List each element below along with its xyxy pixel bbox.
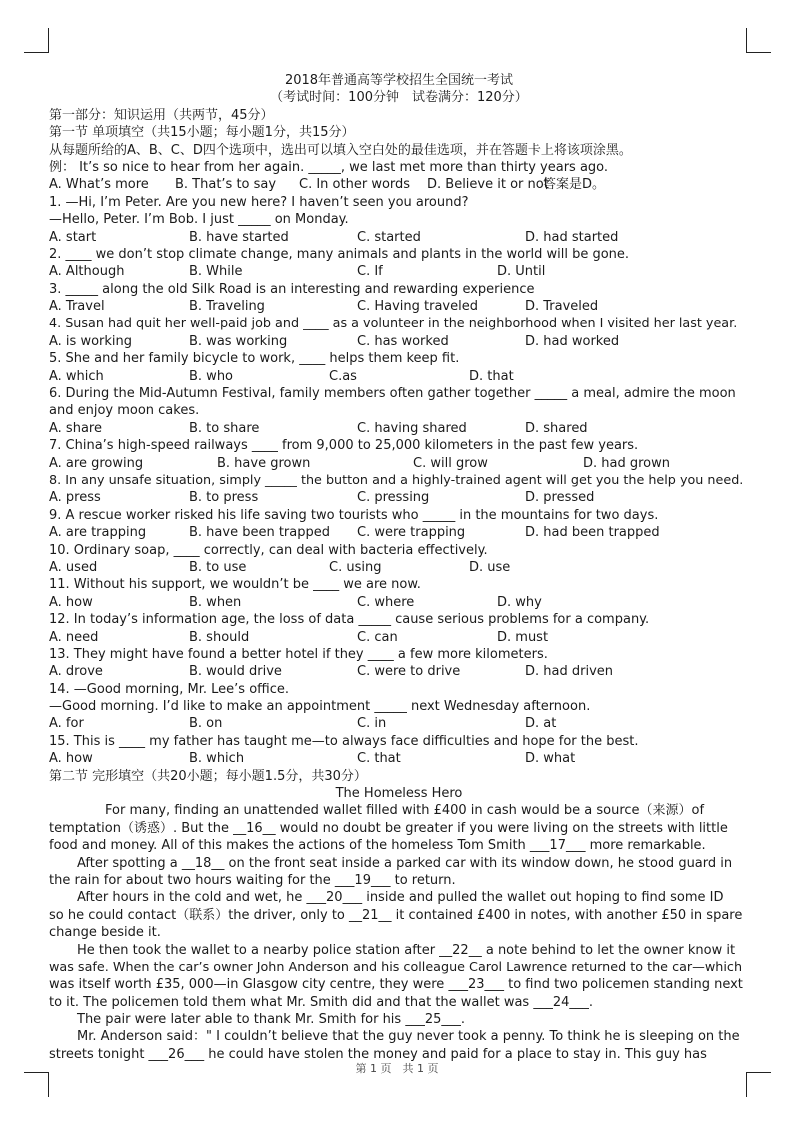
option: D. shared xyxy=(525,420,588,436)
question-options xyxy=(49,629,749,646)
question-stem: 14. —Good morning, Mr. Lee’s office. xyxy=(49,681,289,697)
question-stem: 13. They might have found a better hotel if they ____ a few more kilometers. xyxy=(49,646,548,662)
passage-line: Mr. Anderson said：" I couldn’t believe that the guy never took a penny. To think he is sleeping on the xyxy=(77,1029,740,1045)
question-stem: 1. —Hi, I’m Peter. Are you new here? I haven’t seen you around? xyxy=(49,194,469,210)
question-options xyxy=(49,663,749,680)
part-heading: 第一部分：知识运用（共两节，45分） xyxy=(49,107,274,123)
passage-line: The pair were later able to thank Mr. Smith for his ___25___. xyxy=(77,1012,466,1028)
question-options xyxy=(49,715,749,732)
exam-page xyxy=(49,72,749,1063)
option: C. Having traveled xyxy=(357,299,478,315)
option: D. Until xyxy=(497,264,546,280)
option: D. use xyxy=(469,559,511,575)
example-option: C. In other words xyxy=(299,177,411,193)
option: A. Although xyxy=(49,264,125,280)
question-options xyxy=(49,750,749,767)
option: A. is working xyxy=(49,333,133,349)
question-stem: and enjoy moon cakes. xyxy=(49,403,200,419)
question-stem: —Good morning. I’d like to make an appointment _____ next Wednesday afternoon. xyxy=(49,699,591,715)
question-stem: 9. A rescue worker risked his life saving two tourists who _____ in the mountains for two days. xyxy=(49,507,659,523)
option: B. have started xyxy=(189,229,289,245)
crop-mark-top-left xyxy=(24,28,49,53)
option: C. can xyxy=(357,629,398,645)
option: C. were trapping xyxy=(357,525,466,541)
passage-line: After hours in the cold and wet, he ___20___ inside and pulled the wallet out hoping to find some ID xyxy=(77,890,724,906)
option: A. which xyxy=(49,368,104,384)
passage-line: For many, finding an unattended wallet filled with £400 in cash would be a source（来源）of xyxy=(105,803,705,819)
question-stem: 5. She and her family bicycle to work, ____ helps them keep fit. xyxy=(49,351,460,367)
option: D. had driven xyxy=(525,664,614,680)
option: D. must xyxy=(497,629,549,645)
question-options xyxy=(49,368,749,385)
option: B. should xyxy=(189,629,250,645)
passage-line: food and money. All of this makes the actions of the homeless Tom Smith ___17___ more remarkable. xyxy=(49,838,706,854)
option: C. where xyxy=(357,594,415,610)
option: A. Travel xyxy=(49,299,105,315)
question-stem: 8. In any unsafe situation, simply _____ the button and a highly-trained agent will get you the help you need. xyxy=(49,472,744,488)
question-options xyxy=(49,420,749,437)
question-stem: 2. ____ we don’t stop climate change, many animals and plants in the world will be gone. xyxy=(49,246,630,262)
option: B. Traveling xyxy=(189,299,265,315)
crop-mark-top-right xyxy=(746,28,771,53)
option: C. started xyxy=(357,229,421,245)
page-number: 第 1 页 共 1 页 xyxy=(355,1062,439,1075)
option: B. was working xyxy=(189,333,288,349)
question-options xyxy=(49,489,749,506)
example-answer: 答案是D。 xyxy=(543,177,606,193)
option: D. that xyxy=(469,368,514,384)
option: C. in xyxy=(357,716,387,732)
option: B. would drive xyxy=(189,664,282,680)
option: C. that xyxy=(357,751,401,767)
question-stem: 15. This is ____ my father has taught me—to always face difficulties and hope for the best. xyxy=(49,733,639,749)
option: A. share xyxy=(49,420,102,436)
option: C. will grow xyxy=(413,455,488,471)
question-options xyxy=(49,229,749,246)
passage-title: The Homeless Hero xyxy=(335,786,463,802)
instructions: 从每题所给的A、B、C、D四个选项中，选出可以填入空白处的最佳选项，并在答题卡上将该项涂黑。 xyxy=(49,142,632,158)
option: C.as xyxy=(329,368,357,384)
passage-line: to it. The policemen told them what Mr. Smith did and that the wallet was ___24___. xyxy=(49,994,594,1010)
question-options xyxy=(49,524,749,541)
option: B. to share xyxy=(189,420,260,436)
option: D. what xyxy=(525,751,576,767)
option: A. how xyxy=(49,594,93,610)
option: B. on xyxy=(189,716,223,732)
passage-line: temptation（诱惑）. But the __16__ would no doubt be greater if you were living on the streets with little xyxy=(49,820,728,836)
question-stem: —Hello, Peter. I’m Bob. I just _____ on Monday. xyxy=(49,212,349,228)
passage-line: was itself worth £35, 000—in Glasgow city centre, they were ___23___ to find two policemen standing next xyxy=(49,977,743,993)
option: A. for xyxy=(49,716,84,732)
option: D. at xyxy=(525,716,557,732)
passage-line: streets tonight ___26___ he could have stolen the money and paid for a place to stay in. This guy has xyxy=(49,1046,707,1062)
option: D. had worked xyxy=(525,333,620,349)
option: B. While xyxy=(189,264,243,280)
passage-line: He then took the wallet to a nearby police station after __22__ a note behind to let the owner know it xyxy=(77,942,736,958)
option: A. are growing xyxy=(49,455,144,471)
option: A. drove xyxy=(49,664,103,680)
option: C. using xyxy=(329,559,382,575)
option: D. pressed xyxy=(525,490,595,506)
passage-line: so he could contact（联系）the driver, only to __21__ it contained £400 in notes, with another £50 in spare xyxy=(49,907,743,923)
exam-title: 2018年普通高等学校招生全国统一考试 xyxy=(284,73,514,88)
option: B. which xyxy=(189,751,245,767)
option: A. press xyxy=(49,490,101,506)
option: B. when xyxy=(189,594,242,610)
option: C. has worked xyxy=(357,333,449,349)
passage-line: was safe. When the car’s owner John Anderson and his colleague Carol Lawrence returned to the car—which xyxy=(49,959,743,975)
question-stem: 11. Without his support, we wouldn’t be ____ we are now. xyxy=(49,577,421,593)
option: D. had grown xyxy=(583,455,671,471)
option: A. start xyxy=(49,229,97,245)
option: A. how xyxy=(49,751,93,767)
example-option: B. That’s to say xyxy=(175,177,277,193)
option: B. have been trapped xyxy=(189,525,330,541)
question-stem: 7. China’s high-speed railways ____ from 9,000 to 25,000 kilometers in the past few years. xyxy=(49,438,639,454)
option: B. to use xyxy=(189,559,247,575)
option: A. need xyxy=(49,629,99,645)
option: C. If xyxy=(357,264,383,280)
question-stem: 4. Susan had quit her well-paid job and ____ as a volunteer in the neighborhood when I visited her last year. xyxy=(49,316,738,332)
question-stem: 6. During the Mid-Autumn Festival, family members often gather together _____ a meal, admire the moon xyxy=(49,386,736,402)
question-stem: 12. In today’s information age, the loss of data _____ cause serious problems for a company. xyxy=(49,612,650,628)
option: B. have grown xyxy=(217,455,311,471)
question-options xyxy=(49,263,749,280)
question-stem: 10. Ordinary soap, ____ correctly, can deal with bacteria effectively. xyxy=(49,542,488,558)
option: D. had been trapped xyxy=(525,525,660,541)
option: D. Traveled xyxy=(525,299,599,315)
question-options xyxy=(49,594,749,611)
section-heading: 第一节 单项填空（共15小题；每小题1分，共15分） xyxy=(49,125,355,141)
exam-subtitle: （考试时间：100分钟 试卷满分：120分） xyxy=(270,90,528,106)
option: C. were to drive xyxy=(357,664,461,680)
option: A. are trapping xyxy=(49,525,147,541)
option: B. who xyxy=(189,368,234,384)
option: B. to press xyxy=(189,490,259,506)
option: D. had started xyxy=(525,229,619,245)
option: D. why xyxy=(497,594,542,610)
question-options xyxy=(49,455,749,472)
example-option: D. Believe it or not xyxy=(427,177,549,193)
passage-line: change beside it. xyxy=(49,925,161,941)
example-option: A. What’s more xyxy=(49,177,149,193)
question-options xyxy=(49,298,749,315)
passage-line: the rain for about two hours waiting for the ___19___ to return. xyxy=(49,872,456,888)
option: C. pressing xyxy=(357,490,430,506)
section-heading: 第二节 完形填空（共20小题；每小题1.5分，共30分） xyxy=(49,768,367,784)
example-options xyxy=(49,176,749,193)
passage-line: After spotting a __18__ on the front seat inside a parked car with its window down, he stood guard in xyxy=(77,855,733,871)
example-stem: 例： It’s so nice to hear from her again. _____, we last met more than thirty years ago. xyxy=(49,159,609,175)
option: A. used xyxy=(49,559,98,575)
question-options xyxy=(49,559,749,576)
question-options xyxy=(49,333,749,350)
question-stem: 3. _____ along the old Silk Road is an interesting and rewarding experience xyxy=(49,281,535,297)
option: C. having shared xyxy=(357,420,467,436)
